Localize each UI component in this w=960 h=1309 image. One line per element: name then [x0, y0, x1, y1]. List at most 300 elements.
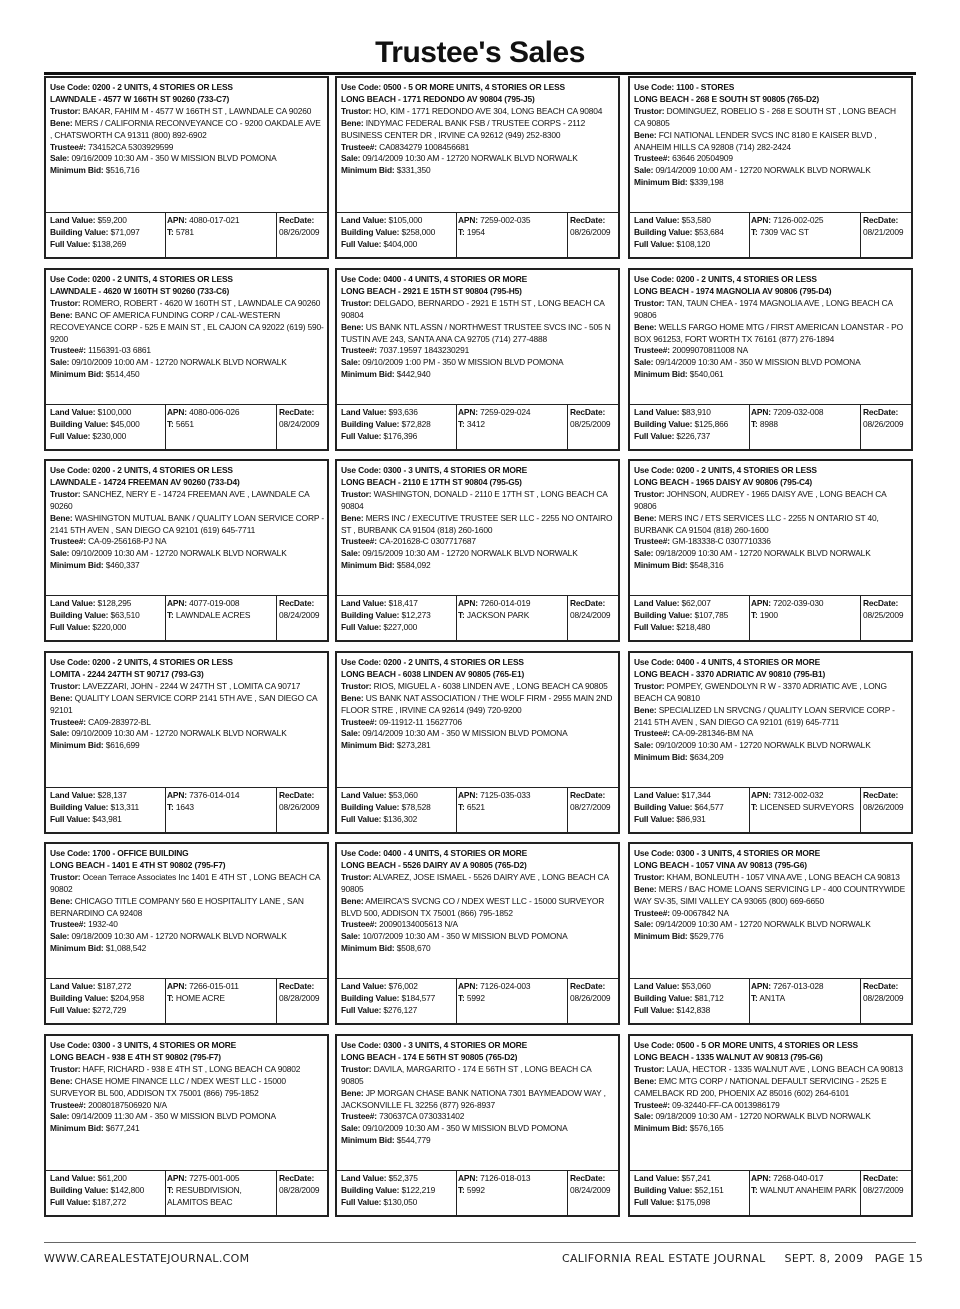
tract-value: RESUBDIVISION, ALAMITOS BEAC	[167, 1184, 242, 1207]
bene-line	[341, 693, 615, 717]
property-address: LONG BEACH - 268 E SOUTH ST 90805 (765-D2)	[634, 93, 819, 104]
values-column	[634, 981, 750, 1017]
sale-line	[634, 357, 908, 369]
minimum-bid-line	[341, 369, 615, 381]
bene-line	[634, 513, 908, 537]
valuation-divider	[860, 405, 861, 449]
trustor-line	[50, 106, 324, 118]
apn-label: APN:	[167, 407, 187, 417]
sale-value: 09/18/2009 10:30 AM - 12720 NORWALK BLVD NORWALK	[655, 1111, 871, 1122]
use-code: Use Code: 1700 - OFFICE BUILDING	[50, 848, 189, 858]
footer-journal-date-page: CALIFORNIA REAL ESTATE JOURNAL SEPT. 8, 2009 PAGE 15	[562, 1252, 924, 1265]
values-column	[50, 1173, 166, 1209]
land-value: $100,000	[97, 407, 132, 417]
recdate-label: RecDate:	[570, 407, 606, 417]
property-address: LONG BEACH - 938 E 4TH ST 90802 (795-F7)	[50, 1051, 221, 1062]
apn-label: APN:	[751, 407, 771, 417]
sale-line	[634, 165, 908, 177]
bene-line	[50, 896, 324, 920]
sale-label: Sale:	[341, 357, 361, 368]
trustee-line	[50, 536, 324, 548]
valuation-divider	[276, 979, 277, 1023]
full-value: $404,000	[383, 238, 418, 249]
trustee-line	[341, 536, 615, 548]
trustee-line	[341, 142, 615, 154]
minimum-bid-label: Minimum Bid:	[341, 369, 395, 380]
trustor-value: HO, KIM - 1771 REDONDO AVE 304, LONG BEACH CA 90804	[373, 105, 603, 116]
apn-value: 7266-015-011	[189, 981, 239, 991]
land-value: $17,344	[681, 790, 711, 800]
apn-column	[458, 598, 566, 622]
minimum-bid-line	[50, 740, 324, 752]
listing-card	[44, 842, 329, 1025]
land-value-label: Land Value:	[50, 981, 96, 991]
land-value: $57,241	[681, 1173, 711, 1183]
recdate-label: RecDate:	[863, 407, 899, 417]
recdate-label: RecDate:	[570, 1173, 606, 1183]
bene-label: Bene:	[50, 895, 73, 906]
land-value-label: Land Value:	[634, 981, 680, 991]
building-value-label: Building Value:	[634, 801, 693, 812]
sale-value: 09/10/2009 1:00 PM - 350 W MISSION BLVD POMONA	[362, 357, 564, 368]
valuation-row	[46, 212, 327, 257]
sale-line	[341, 931, 615, 943]
values-column	[634, 598, 750, 634]
apn-value: 7267-013-028	[773, 981, 824, 991]
sale-value: 09/14/2009 11:30 AM - 350 W MISSION BLVD POMONA	[71, 1111, 276, 1122]
values-column	[341, 981, 457, 1017]
valuation-divider	[860, 979, 861, 1023]
trustee-line	[634, 536, 908, 548]
valuation-row	[46, 404, 327, 449]
apn-value: 7312-002-032	[773, 790, 824, 800]
trustee-label: Trustee#:	[50, 919, 86, 930]
sale-value: 09/14/2009 10:30 AM - 12720 NORWALK BLVD NORWALK	[655, 919, 871, 930]
bene-line	[634, 130, 908, 154]
property-address: LONG BEACH - 1771 REDONDO AV 90804 (795-J5)	[341, 93, 535, 104]
apn-value: 7268-040-017	[773, 1173, 824, 1183]
apn-value: 7126-002-025	[773, 215, 824, 225]
trustor-value: TAN, TAUN CHEA - 1974 MAGNOLIA AVE , LONG BEACH CA 90806	[634, 297, 893, 320]
sale-value: 09/14/2009 10:30 AM - 12720 NORWALK BLVD NORWALK	[362, 153, 578, 164]
tract-value: LICENSED SURVEYORS	[759, 801, 854, 812]
bene-value: MERS INC / ETS SERVICES LLC - 2255 N ONTARIO ST 40, BURBANK CA 91504 (818) 260-1600	[634, 512, 879, 535]
listing-card	[628, 651, 913, 834]
bene-label: Bene:	[634, 512, 657, 523]
recdate-value: 08/26/2009	[279, 801, 320, 812]
property-address: LONG BEACH - 3370 ADRIATIC AV 90810 (795-B1)	[634, 668, 826, 679]
sale-line	[50, 548, 324, 560]
trustor-line	[341, 489, 615, 513]
property-address: LONG BEACH - 1974 MAGNOLIA AV 90806 (795-D4)	[634, 285, 832, 296]
footer-website: WWW.CAREALESTATEJOURNAL.COM	[44, 1252, 250, 1265]
valuation-row	[337, 404, 618, 449]
full-value-label: Full Value:	[50, 1196, 91, 1207]
sale-label: Sale:	[634, 357, 654, 368]
trustor-label: Trustor:	[50, 105, 81, 116]
recdate-column	[863, 215, 913, 239]
building-value-label: Building Value:	[341, 801, 400, 812]
land-value: $59,200	[97, 215, 127, 225]
property-address: LONG BEACH - 2921 E 15TH ST 90804 (795-H5)	[341, 285, 522, 296]
bene-label: Bene:	[634, 704, 657, 715]
full-value: $226,737	[676, 430, 711, 441]
trustor-line	[634, 681, 908, 705]
trustee-label: Trustee#:	[341, 716, 377, 727]
trustee-label: Trustee#:	[634, 536, 670, 547]
tract-value: 3412	[466, 418, 485, 429]
minimum-bid-line	[341, 560, 615, 572]
tract-value: 5651	[175, 418, 194, 429]
bene-value: INDYMAC FEDERAL BANK FSB / TRUSTEE CORPS - 2112 BUSINESS CENTER DR , IRVINE CA 92612 (949) 252-8300	[341, 117, 586, 140]
land-value: $28,137	[97, 790, 127, 800]
use-code: Use Code: 0200 - 2 UNITS, 4 STORIES OR LESS	[50, 465, 233, 475]
bene-line	[634, 884, 908, 908]
tract-value: 1643	[175, 801, 194, 812]
land-value-label: Land Value:	[50, 407, 96, 417]
tract-label: T:	[167, 801, 174, 812]
tract-value: 1900	[759, 609, 778, 620]
recdate-label: RecDate:	[279, 1173, 315, 1183]
tract-label: T:	[751, 1184, 758, 1195]
trustee-value: 20099070811008 NA	[672, 345, 749, 356]
trustee-value: 09-0067842 NA	[672, 907, 729, 918]
property-address: LAWNDALE - 4577 W 166TH ST 90260 (733-C7)	[50, 93, 230, 104]
bene-value: CHASE HOME FINANCE LLC / NDEX WEST LLC - 15000 SURVEYOR BL 500, ADDISON TX 75001 (866) 795-1852	[50, 1075, 286, 1098]
use-code: Use Code: 0300 - 3 UNITS, 4 STORIES OR MORE	[50, 1040, 237, 1050]
bene-line	[341, 513, 615, 537]
property-address: LONG BEACH - 6038 LINDEN AV 90805 (765-E1)	[341, 668, 525, 679]
trustor-line	[634, 106, 908, 130]
minimum-bid-value: $584,092	[396, 560, 431, 571]
use-code: Use Code: 0300 - 3 UNITS, 4 STORIES OR MORE	[634, 848, 821, 858]
building-value: $71,097	[110, 226, 140, 237]
bene-line	[634, 322, 908, 346]
trustor-value: Ocean Terrace Associates Inc 1401 E 4TH ST , LONG BEACH CA 90802	[50, 871, 320, 894]
sale-line	[50, 357, 324, 369]
apn-label: APN:	[167, 215, 187, 225]
trustee-line	[634, 153, 908, 165]
full-value-label: Full Value:	[634, 430, 675, 441]
trustor-line	[50, 298, 324, 310]
bene-label: Bene:	[50, 512, 73, 523]
building-value-label: Building Value:	[50, 801, 109, 812]
minimum-bid-value: $514,450	[105, 369, 140, 380]
full-value: $108,120	[676, 238, 711, 249]
minimum-bid-line	[341, 1135, 615, 1147]
trustee-line	[341, 919, 615, 931]
valuation-divider	[276, 1171, 277, 1215]
valuation-divider	[567, 979, 568, 1023]
use-code: Use Code: 0200 - 2 UNITS, 4 STORIES OR LESS	[50, 82, 233, 92]
valuation-divider	[567, 788, 568, 832]
recdate-column	[570, 215, 620, 239]
apn-column	[751, 598, 859, 622]
tract-value: 7309 VAC ST	[759, 226, 809, 237]
listing-card	[44, 459, 329, 642]
tract-label: T:	[167, 226, 174, 237]
land-value: $53,060	[681, 981, 711, 991]
bene-label: Bene:	[50, 117, 73, 128]
sale-label: Sale:	[634, 165, 654, 176]
full-value: $272,729	[92, 1004, 127, 1015]
trustee-value: 7037.19597 1843230291	[379, 345, 470, 356]
minimum-bid-label: Minimum Bid:	[50, 560, 104, 571]
trustor-line	[634, 489, 908, 513]
recdate-label: RecDate:	[570, 215, 606, 225]
bene-value: JP MORGAN CHASE BANK NATIONA 7301 BAYMEADOW WAY , JACKSONVILLE FL 32256 (877) 926-8937	[341, 1087, 606, 1110]
valuation-divider	[567, 213, 568, 257]
minimum-bid-label: Minimum Bid:	[50, 740, 104, 751]
apn-value: 7275-001-005	[189, 1173, 240, 1183]
sale-line	[50, 153, 324, 165]
apn-label: APN:	[167, 981, 187, 991]
minimum-bid-line	[634, 369, 908, 381]
full-value: $227,000	[383, 621, 418, 632]
sale-label: Sale:	[50, 931, 70, 942]
use-code: Use Code: 0200 - 2 UNITS, 4 STORIES OR LESS	[634, 465, 817, 475]
tract-value: 5992	[466, 1184, 485, 1195]
valuation-row	[630, 595, 911, 640]
trustee-line	[50, 345, 324, 357]
recdate-column	[279, 790, 329, 814]
apn-value: 4080-017-021	[189, 215, 240, 225]
tract-label: T:	[167, 609, 174, 620]
apn-label: APN:	[458, 215, 478, 225]
trustor-label: Trustor:	[50, 1063, 81, 1074]
recdate-column	[570, 981, 620, 1005]
apn-label: APN:	[751, 790, 771, 800]
listing-card	[335, 76, 620, 259]
tract-label: T:	[167, 1184, 174, 1195]
building-value: $142,800	[110, 1184, 145, 1195]
valuation-row	[337, 212, 618, 257]
sale-value: 09/14/2009 10:00 AM - 12720 NORWALK BLVD NORWALK	[655, 165, 871, 176]
minimum-bid-line	[50, 1123, 324, 1135]
apn-column	[751, 790, 859, 814]
trustor-line	[341, 106, 615, 118]
land-value-label: Land Value:	[341, 407, 387, 417]
bene-label: Bene:	[634, 321, 657, 332]
bene-value: FCI NATIONAL LENDER SVCS INC 8180 E KAISER BLVD , ANAHEIM HILLS CA 92808 (714) 282-2424	[634, 129, 877, 152]
apn-label: APN:	[458, 407, 478, 417]
recdate-value: 08/25/2009	[570, 418, 611, 429]
sale-line	[50, 728, 324, 740]
trustor-label: Trustor:	[634, 297, 665, 308]
land-value: $187,272	[97, 981, 132, 991]
minimum-bid-value: $508,670	[396, 943, 431, 954]
apn-label: APN:	[751, 1173, 771, 1183]
bene-value: MERS / BAC HOME LOANS SERVICING LP - 400 COUNTRYWIDE WAY SV-35, SIMI VALLEY CA 93065 (800) 669-6650	[634, 883, 906, 906]
trustor-value: RIOS, MIGUEL A - 6038 LINDEN AVE , LONG BEACH CA 90805	[373, 680, 608, 691]
trustee-value: CA0834279 1008456681	[379, 141, 470, 152]
sale-label: Sale:	[634, 919, 654, 930]
values-column	[341, 215, 457, 251]
trustor-line	[634, 872, 908, 884]
sale-line	[341, 548, 615, 560]
apn-column	[458, 790, 566, 814]
valuation-row	[630, 404, 911, 449]
building-value-label: Building Value:	[634, 1184, 693, 1195]
recdate-label: RecDate:	[279, 407, 315, 417]
sale-line	[341, 153, 615, 165]
trustee-label: Trustee#:	[50, 716, 86, 727]
title-rule	[44, 72, 916, 75]
full-value-label: Full Value:	[341, 238, 382, 249]
bene-value: QUALITY LOAN SERVICE CORP 2141 5TH AVE , SAN DIEGO CA 92101	[50, 692, 318, 715]
trustee-label: Trustee#:	[341, 345, 377, 356]
values-column	[341, 598, 457, 634]
valuation-row	[46, 978, 327, 1023]
listing-card	[335, 651, 620, 834]
tract-value: 6521	[466, 801, 485, 812]
recdate-column	[570, 598, 620, 622]
bene-label: Bene:	[341, 895, 364, 906]
bene-value: CHICAGO TITLE COMPANY 560 E HOSPITALITY LANE , SAN BERNARDINO CA 92408	[50, 895, 304, 918]
building-value: $72,828	[401, 418, 431, 429]
property-address: LONG BEACH - 174 E 56TH ST 90805 (765-D2)	[341, 1051, 518, 1062]
valuation-divider	[860, 788, 861, 832]
minimum-bid-value: $273,281	[396, 740, 431, 751]
valuation-row	[46, 787, 327, 832]
trustee-value: 1932-40	[88, 919, 118, 930]
recdate-column	[279, 1173, 329, 1197]
trustor-line	[341, 1064, 615, 1088]
sale-value: 09/10/2009 10:30 AM - 12720 NORWALK BLVD NORWALK	[71, 548, 287, 559]
minimum-bid-line	[341, 943, 615, 955]
minimum-bid-value: $540,061	[689, 369, 724, 380]
full-value: $176,396	[383, 430, 418, 441]
building-value: $52,151	[694, 1184, 724, 1195]
trustee-label: Trustee#:	[634, 153, 670, 164]
valuation-divider	[567, 1171, 568, 1215]
minimum-bid-line	[50, 369, 324, 381]
trustor-value: SANCHEZ, NERY E - 14724 FREEMAN AVE , LAWNDALE CA 90260	[50, 488, 310, 511]
minimum-bid-label: Minimum Bid:	[341, 943, 395, 954]
values-column	[50, 598, 166, 634]
listing-card	[44, 651, 329, 834]
sale-value: 09/10/2009 10:30 AM - 12720 NORWALK BLVD NORWALK	[655, 740, 871, 751]
values-column	[50, 981, 166, 1017]
bene-label: Bene:	[341, 321, 364, 332]
minimum-bid-label: Minimum Bid:	[341, 560, 395, 571]
trustor-label: Trustor:	[341, 1063, 372, 1074]
use-code: Use Code: 0200 - 2 UNITS, 4 STORIES OR LESS	[341, 657, 524, 667]
full-value-label: Full Value:	[50, 1004, 91, 1015]
trustee-line	[50, 919, 324, 931]
bene-value: WELLS FARGO HOME MTG / FIRST AMERICAN LOANSTAR - PO BOX 961253, FORT WORTH TX 76161 (877) 276-1894	[634, 321, 903, 344]
full-value: $142,838	[676, 1004, 711, 1015]
trustee-value: CA09-283972-BL	[88, 716, 151, 727]
recdate-column	[863, 981, 913, 1005]
apn-value: 7125-035-033	[480, 790, 531, 800]
tract-label: T:	[458, 418, 465, 429]
valuation-divider	[860, 213, 861, 257]
recdate-column	[279, 598, 329, 622]
trustor-line	[50, 872, 324, 896]
apn-column	[751, 1173, 859, 1197]
building-value-label: Building Value:	[341, 609, 400, 620]
use-code: Use Code: 0500 - 5 OR MORE UNITS, 4 STORIES OR LESS	[634, 1040, 858, 1050]
values-column	[341, 790, 457, 826]
bene-label: Bene:	[50, 309, 73, 320]
apn-column	[167, 981, 275, 1005]
tract-label: T:	[458, 609, 465, 620]
use-code: Use Code: 0200 - 2 UNITS, 4 STORIES OR LESS	[50, 274, 233, 284]
full-value-label: Full Value:	[341, 813, 382, 824]
trustor-line	[634, 1064, 908, 1076]
land-value: $18,417	[388, 598, 418, 608]
land-value-label: Land Value:	[50, 1173, 96, 1183]
building-value: $258,000	[401, 226, 436, 237]
minimum-bid-line	[50, 165, 324, 177]
recdate-value: 08/24/2009	[570, 1184, 611, 1195]
recdate-label: RecDate:	[863, 790, 899, 800]
land-value-label: Land Value:	[341, 598, 387, 608]
building-value: $12,273	[401, 609, 431, 620]
land-value: $128,295	[97, 598, 132, 608]
trustor-value: BAKAR, FAHIM M - 4577 W 166TH ST , LAWNDALE CA 90260	[82, 105, 312, 116]
sale-label: Sale:	[341, 548, 361, 559]
full-value: $136,302	[383, 813, 418, 824]
building-value-label: Building Value:	[341, 226, 400, 237]
property-address: LONG BEACH - 1401 E 4TH ST 90802 (795-F7)	[50, 859, 226, 870]
trustee-value: 20090134005613 N/A	[379, 919, 458, 930]
minimum-bid-value: $339,198	[689, 177, 724, 188]
footer-rule	[44, 1242, 916, 1243]
use-code: Use Code: 0200 - 2 UNITS, 4 STORIES OR LESS	[50, 657, 233, 667]
bene-line	[50, 513, 324, 537]
property-address: LONG BEACH - 1057 VINA AV 90813 (795-G6)	[634, 859, 807, 870]
trustor-value: DOMINGUEZ, ROBELIO S - 268 E SOUTH ST , LONG BEACH CA 90805	[634, 105, 896, 128]
apn-column	[751, 981, 859, 1005]
values-column	[50, 407, 166, 443]
trustor-value: LAUA, HECTOR - 1335 WALNUT AVE , LONG BEACH CA 90813	[666, 1063, 903, 1074]
apn-column	[167, 790, 275, 814]
sale-label: Sale:	[634, 548, 654, 559]
land-value-label: Land Value:	[341, 1173, 387, 1183]
bene-line	[634, 1076, 908, 1100]
recdate-column	[570, 407, 620, 431]
sale-value: 09/14/2009 10:30 AM - 350 W MISSION BLVD POMONA	[362, 728, 568, 739]
trustor-line	[341, 298, 615, 322]
minimum-bid-value: $1,088,542	[105, 943, 147, 954]
sale-line	[341, 357, 615, 369]
land-value-label: Land Value:	[50, 215, 96, 225]
listing-card	[44, 76, 329, 259]
bene-value: US BANK NTL ASSN / NORTHWEST TRUSTEE SVCS INC - 505 N TUSTIN AVE 243, SANTA ANA CA 92705 (714) 277-4888	[341, 321, 611, 344]
full-value: $230,000	[92, 430, 127, 441]
valuation-divider	[567, 596, 568, 640]
building-value-label: Building Value:	[341, 1184, 400, 1195]
land-value: $52,375	[388, 1173, 418, 1183]
recdate-value: 08/24/2009	[279, 609, 320, 620]
trustee-line	[341, 1111, 615, 1123]
trustee-line	[634, 908, 908, 920]
land-value-label: Land Value:	[50, 598, 96, 608]
apn-label: APN:	[458, 1173, 478, 1183]
apn-value: 7259-002-035	[480, 215, 531, 225]
bene-value: SPECIALIZED LN SRVCNG / QUALITY LOAN SERVICE CORP - 2141 5TH AVEN , SAN DIEGO CA 92101 (619) 645-7711	[634, 704, 895, 727]
building-value: $13,311	[110, 801, 140, 812]
tract-label: T:	[167, 418, 174, 429]
recdate-value: 08/25/2009	[863, 609, 904, 620]
valuation-row	[337, 787, 618, 832]
minimum-bid-label: Minimum Bid:	[341, 165, 395, 176]
bene-line	[341, 322, 615, 346]
land-value: $62,007	[681, 598, 711, 608]
use-code: Use Code: 0200 - 2 UNITS, 4 STORIES OR LESS	[634, 274, 817, 284]
